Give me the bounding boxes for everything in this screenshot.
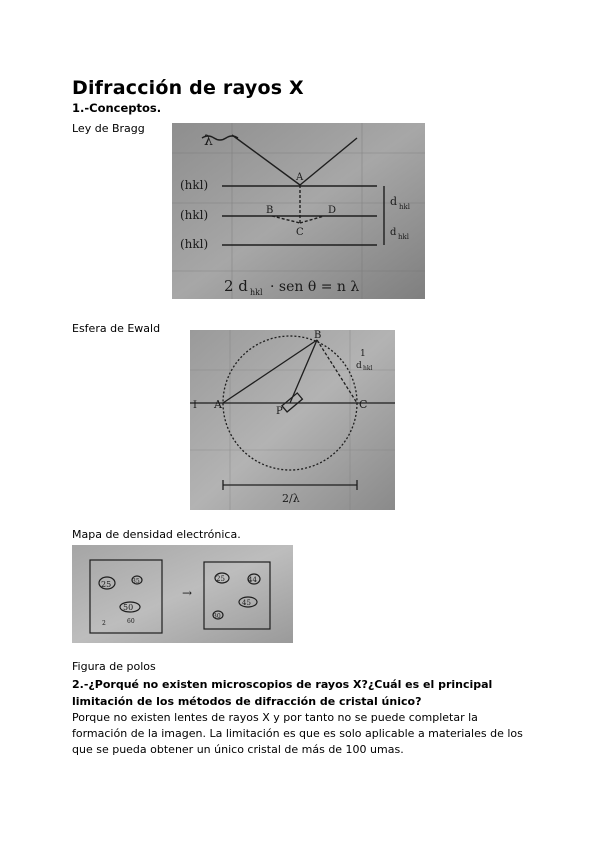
- bragg-lambda-label: λ: [204, 133, 213, 149]
- bragg-dhkl-sub: hkl: [398, 233, 409, 241]
- density-contour-label: 50: [123, 603, 134, 612]
- section-heading-concepts: 1.-Conceptos.: [72, 101, 162, 115]
- answer-paragraph: Porque no existen lentes de rayos X y por tanto no se puede completar la formación de la imagen. La limitación es que es solo aplicable a materiales de los que se pueda obtener un único cristal de más de 100 umas.: [72, 711, 523, 756]
- density-contour-label: 60: [127, 618, 135, 625]
- bragg-formula-sub: hkl: [250, 288, 263, 297]
- bragg-point-c: C: [296, 227, 304, 238]
- density-contour-label: 44: [248, 576, 257, 584]
- bragg-plane-label: (hkl): [180, 178, 209, 192]
- bragg-formula: 2 d: [224, 277, 248, 295]
- caption-ewald-sphere: Esfera de Ewald: [72, 322, 161, 335]
- ewald-beam-label: I: [193, 400, 197, 411]
- caption-electron-density-map: Mapa de densidad electrónica.: [72, 528, 241, 541]
- ewald-reciprocal-sub: hkl: [363, 365, 373, 372]
- bragg-formula-rest: · sen θ = n λ: [270, 279, 360, 295]
- density-contour-label: 45: [242, 599, 251, 607]
- density-contour-label: 30: [213, 613, 221, 620]
- bragg-point-a: A: [296, 172, 304, 183]
- section-heading-question-2: 2.-¿Porqué no existen microscopios de rayos X?¿Cuál es el principal limitación de los métodos de difracción de cristal único?: [72, 678, 493, 708]
- electron-density-map-figure: [72, 545, 293, 643]
- caption-bragg-law: Ley de Bragg: [72, 122, 145, 135]
- caption-pole-figure: Figura de polos: [72, 660, 156, 673]
- density-contour-label: 2: [102, 620, 106, 627]
- density-contour-label: 25: [216, 575, 225, 583]
- ewald-reciprocal-den: d: [356, 361, 362, 371]
- ewald-point-c: C: [359, 398, 368, 411]
- bragg-plane-label: (hkl): [180, 208, 209, 222]
- bragg-point-b: B: [266, 205, 274, 216]
- bragg-dhkl-label: d: [390, 227, 397, 238]
- density-map-arrow: →: [182, 586, 193, 600]
- density-contour-label: 25: [101, 580, 112, 589]
- ewald-point-b: B: [314, 330, 322, 341]
- ewald-reciprocal-num: 1: [360, 349, 366, 359]
- ewald-point-p: P: [276, 406, 283, 417]
- bragg-point-d: D: [328, 205, 337, 216]
- bragg-dhkl-sub: hkl: [399, 203, 410, 211]
- density-contour-label: 35: [132, 578, 140, 585]
- ewald-diameter-label: 2/λ: [282, 492, 300, 505]
- bragg-dhkl-label: d: [390, 195, 398, 208]
- bragg-law-figure: [172, 123, 425, 299]
- ewald-point-a: A: [214, 398, 222, 411]
- page-title: Difracción de rayos X: [72, 77, 304, 99]
- ewald-sphere-figure: [190, 330, 395, 510]
- bragg-plane-label: (hkl): [180, 237, 209, 251]
